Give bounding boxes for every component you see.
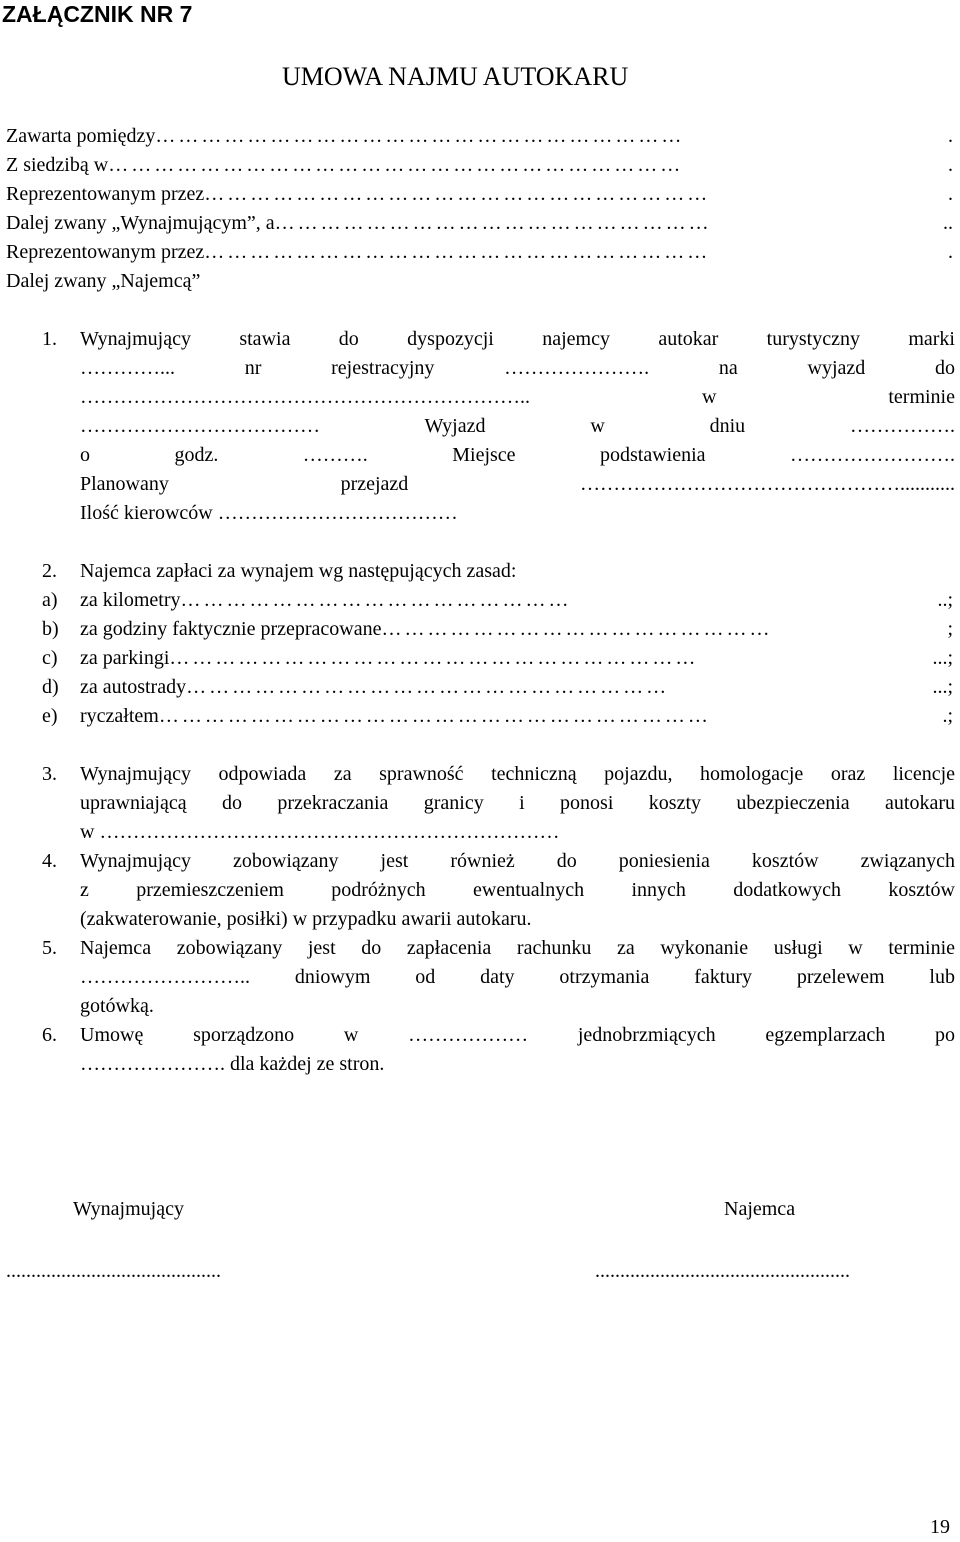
lessor-signature-label: Wynajmujący [73, 1198, 184, 1220]
list-item-text: za autostrady [80, 676, 187, 698]
paragraph-3-line: Wynajmujący odpowiada za sprawność techniczną pojazdu, homologacje oraz licencje [80, 763, 955, 785]
paragraph-1-line: ……………………………… Wyjazd w dniu ……………. [80, 415, 955, 437]
party-line-represented-by [6, 180, 953, 209]
blank-fill: …………………………………………………………… [155, 125, 685, 147]
party-line-lessee [6, 267, 953, 296]
paragraph-5-line: Najemca zobowiązany jest do zapłacenia rachunku za wykonanie usługi w terminie [80, 937, 955, 959]
blank-tail: ; [947, 618, 953, 640]
party-label: Z siedzibą w [6, 154, 109, 176]
paragraph-1-line: Ilość kierowców ……………………………… [80, 502, 458, 524]
paragraph-number: 4. [42, 850, 57, 872]
paragraph-5-line: gotówką. [80, 995, 154, 1017]
paragraph-3-line: uprawniającą do przekraczania granicy i ponosi koszty ubezpieczenia autokaru [80, 792, 955, 814]
paragraph-4-line: z przemieszczeniem podróżnych ewentualnych innych dodatkowych kosztów [80, 879, 955, 901]
list-item-label: a) [42, 589, 58, 611]
blank-tail: . [948, 154, 953, 176]
lessee-signature-line: ................................................... [595, 1260, 850, 1282]
list-item [80, 644, 953, 673]
list-item-text: za godziny faktycznie przepracowane [80, 618, 382, 640]
blank-tail: .. [943, 212, 953, 234]
party-label: Dalej zwany „Wynajmującym”, a [6, 212, 275, 234]
paragraph-5-line: …………………….. dniowym od daty otrzymania faktury przelewem lub [80, 966, 955, 988]
list-item [80, 586, 953, 615]
page-number: 19 [930, 1516, 950, 1538]
list-item-label: b) [42, 618, 59, 640]
blank-fill: ……………………………………………………… [186, 676, 670, 698]
lessor-signature-line: ........................................... [6, 1260, 221, 1282]
party-line-seat [6, 151, 953, 180]
party-line-represented-by-2 [6, 238, 953, 267]
list-item [80, 615, 953, 644]
blank-fill: …………………………………………… [180, 589, 572, 611]
paragraph-number: 3. [42, 763, 57, 785]
blank-fill: ………………………………………………………… [204, 183, 711, 205]
document-title: UMOWA NAJMU AUTOKARU [282, 62, 629, 91]
blank-tail: ...; [932, 676, 953, 698]
blank-tail: . [948, 125, 953, 147]
party-label: Reprezentowanym przez [6, 241, 205, 263]
annex-heading: ZAŁĄCZNIK NR 7 [2, 1, 193, 27]
paragraph-1-line: Planowany przejazd …………………………………………........... [80, 473, 955, 495]
blank-tail: .; [942, 705, 953, 727]
paragraph-3-line: w …………………………………………………………… [80, 821, 560, 843]
blank-fill: ………………………………………………………… [204, 241, 711, 263]
paragraph-2-intro: Najemca zapłaci za wynajem wg następujących zasad: [80, 560, 517, 582]
party-line-contracted-between [6, 122, 953, 151]
blank-fill: ………………………………………………………………… [108, 154, 684, 176]
paragraph-1-line: ………………………………………………………….. w terminie [80, 386, 955, 408]
paragraph-4-line: (zakwaterowanie, posiłki) w przypadku awarii autokaru. [80, 908, 532, 930]
list-item-text: za kilometry [80, 589, 181, 611]
list-item-text: ryczałtem [80, 705, 159, 727]
blank-fill: ………………………………………………… [274, 212, 712, 234]
party-line-lessor [6, 209, 953, 238]
lessee-signature-label: Najemca [724, 1198, 796, 1220]
paragraph-number: 2. [42, 560, 57, 582]
blank-tail: ...; [932, 647, 953, 669]
party-label: Dalej zwany „Najemcą” [6, 270, 201, 292]
list-item [80, 673, 953, 702]
blank-tail: ..; [937, 589, 953, 611]
paragraph-6-line: …………………. dla każdej ze stron. [80, 1053, 385, 1075]
paragraph-number: 5. [42, 937, 57, 959]
list-item-text: za parkingi [80, 647, 170, 669]
paragraph-6-line: Umowę sporządzono w ……………… jednobrzmiących egzemplarzach po [80, 1024, 955, 1046]
list-item [80, 702, 953, 731]
list-item-label: d) [42, 676, 59, 698]
paragraph-number: 1. [42, 328, 57, 350]
list-item-label: e) [42, 705, 58, 727]
paragraph-1-line: …………... nr rejestracyjny …………………. na wyjazd do [80, 357, 955, 379]
party-label: Reprezentowanym przez [6, 183, 205, 205]
blank-tail: . [948, 183, 953, 205]
blank-fill: …………………………………………………………… [169, 647, 699, 669]
paragraph-1-line: o godz. ………. Miejsce podstawienia ……………………. [80, 444, 955, 466]
party-label: Zawarta pomiędzy [6, 125, 156, 147]
paragraph-number: 6. [42, 1024, 57, 1046]
list-item-label: c) [42, 647, 58, 669]
paragraph-1-line: Wynajmujący stawia do dyspozycji najemcy autokar turystyczny marki [80, 328, 955, 350]
blank-fill: …………………………………………… [381, 618, 773, 640]
paragraph-4-line: Wynajmujący zobowiązany jest również do poniesienia kosztów związanych [80, 850, 955, 872]
blank-tail: . [948, 241, 953, 263]
blank-fill: ……………………………………………………………… [158, 705, 711, 727]
